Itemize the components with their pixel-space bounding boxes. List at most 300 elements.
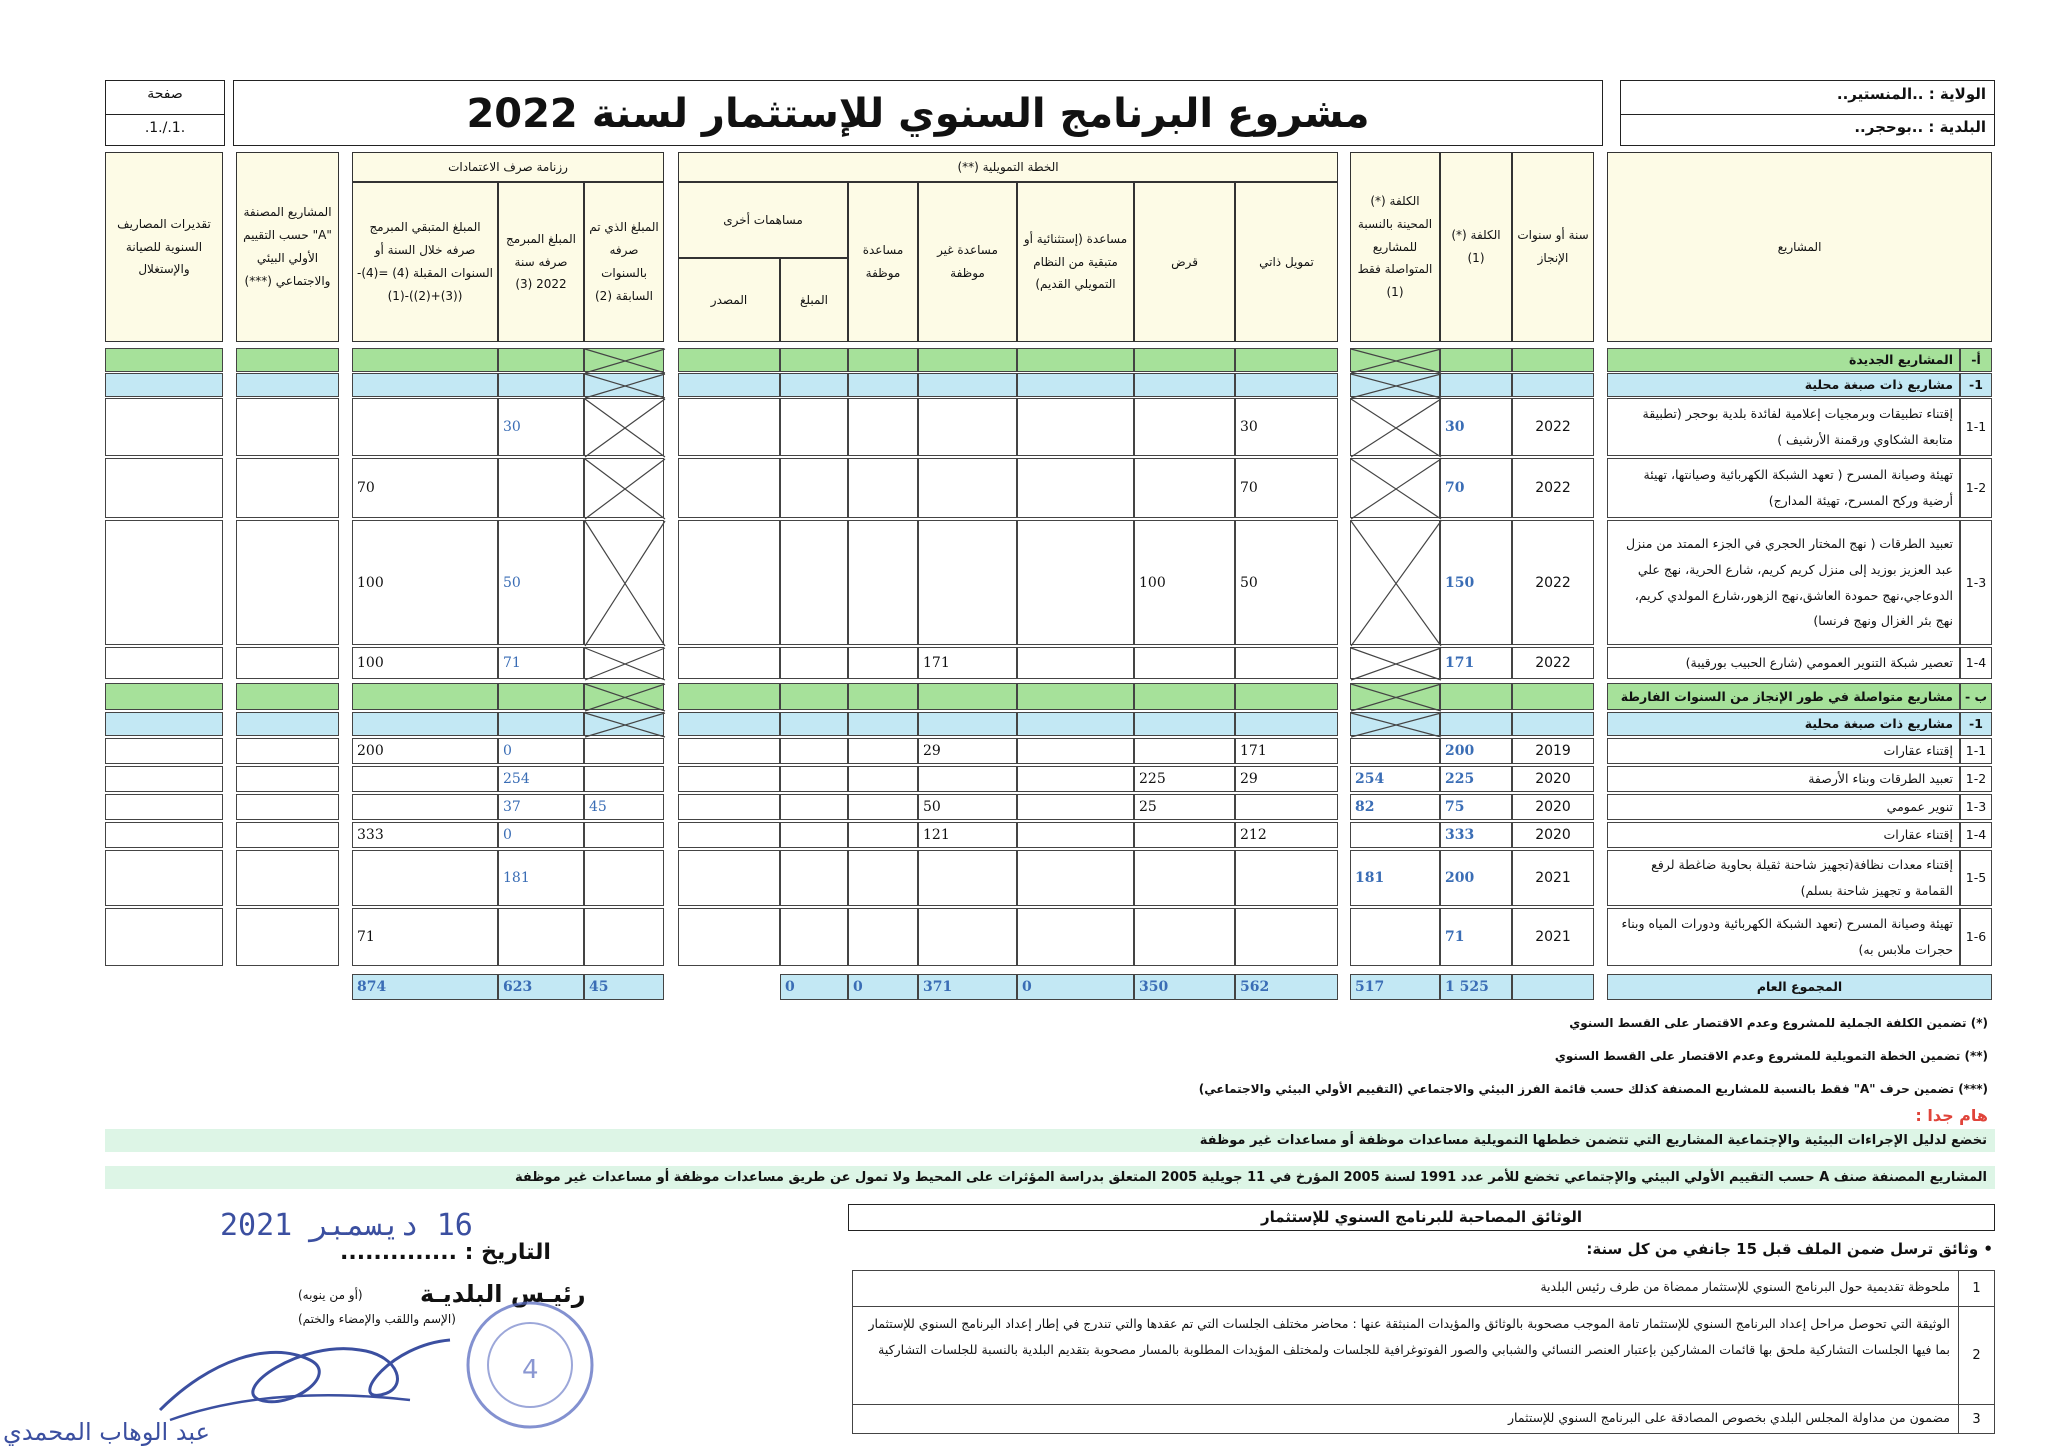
new-row-3-year: 2022 [1512, 520, 1594, 645]
totals-costc: 517 [1350, 974, 1440, 1000]
new-row-2-loan [1134, 458, 1235, 518]
totals-year [1512, 974, 1594, 1000]
new-row-4-unalloc: 171 [918, 647, 1017, 679]
cont-row-3-mnt [105, 794, 223, 820]
section-new-local-cost [1440, 373, 1512, 397]
new-row-4-prev-x [584, 647, 664, 679]
cont-row-5-cls [236, 850, 339, 906]
section-cont-local-rem [352, 712, 498, 736]
new-row-3-exc [1017, 520, 1134, 645]
cont-row-2-planned: 254 [498, 766, 584, 792]
cont-row-1-mnt [105, 738, 223, 764]
cont-row-3-prev: 45 [584, 794, 664, 820]
page-number-box [105, 80, 225, 146]
section-continuing-rem [352, 683, 498, 710]
funding-group-header: الخطة التمويلية (**) [678, 152, 1338, 182]
cont-row-4-code: 1-4 [1960, 822, 1992, 848]
documents-intro: • وثائق ترسل ضمن الملف قبل 15 جانفي من كل سنة: [1586, 1240, 1993, 1258]
new-row-1-self: 30 [1235, 398, 1338, 456]
new-row-4-oamt [780, 647, 848, 679]
cont-row-5-unalloc [918, 850, 1017, 906]
cont-row-4-cost: 333 [1440, 822, 1512, 848]
new-row-2-self: 70 [1235, 458, 1338, 518]
section-new-local-label: مشاريع ذات صبغة محلية [1607, 373, 1960, 397]
new-row-4-self [1235, 647, 1338, 679]
section-continuing-mnt [105, 683, 223, 710]
doc-num-2: 2 [1958, 1307, 1994, 1405]
new-row-2-oamt [780, 458, 848, 518]
cont-row-2-cost: 225 [1440, 766, 1512, 792]
section-new-local-year [1512, 373, 1594, 397]
note-2: (**) تضمين الخطة التمويلية للمشروع وعدم الاقتصار على القسط السنوي [1554, 1049, 1988, 1063]
new-row-2-costc-x [1350, 458, 1440, 518]
section-cont-local-oamt [780, 712, 848, 736]
section-cont-local-code: 1- [1960, 712, 1992, 736]
cont-row-4-loan [1134, 822, 1235, 848]
section-new-projects-label: المشاريع الجديدة [1607, 348, 1960, 372]
cont-row-1-unalloc: 29 [918, 738, 1017, 764]
section-new-local-osrc [678, 373, 780, 397]
col-maintenance-header: تقديرات المصاريف السنوية للصيانة والإستغلال [105, 152, 223, 342]
new-row-3-planned: 50 [498, 520, 584, 645]
wilaya-label: الولاية : ..المنستير.. [1836, 85, 1986, 103]
section-new-projects-alloc [848, 348, 918, 372]
section-new-projects-loan [1134, 348, 1235, 372]
cont-row-1-rem: 200 [352, 738, 498, 764]
section-new-local-alloc [848, 373, 918, 397]
section-cont-local-mnt [105, 712, 223, 736]
cont-row-1-costc [1350, 738, 1440, 764]
cont-row-1-year: 2019 [1512, 738, 1594, 764]
new-row-2-label: تهيئة وصيانة المسرح ( تعهد الشبكة الكهربائية وصيانتها، تهيئة أرضية وركح المسرح، تهيئة المدارج) [1607, 458, 1960, 518]
cont-row-5-exc [1017, 850, 1134, 906]
new-row-1-exc [1017, 398, 1134, 456]
section-new-projects-year [1512, 348, 1594, 372]
col-classified-header: المشاريع المصنفة "A" حسب التقييم الأولي البيئي والاجتماعي (***) [236, 152, 339, 342]
totals-label: المجموع العام [1607, 974, 1992, 1000]
baladiya-label: البلدية : ..بوحجر.. [1854, 118, 1986, 136]
col-spent-prev-header: المبلغ الذي تم صرفه بالسنوات السابقة (2) [584, 182, 664, 342]
section-new-local-unalloc [918, 373, 1017, 397]
doc-text-2: الوثيقة التي تحوصل مراحل إعداد البرنامج السنوي للإستثمار تامة الموجب مصحوبة بالوثائق والمؤيدات المنبثقة عنها : محاضر مختلف الجلسات التي تم عقدها والتي تندرج في إطار إعداد البرنامج السنوي للإستثمار بما فيها الجلسات التشاركية ملحق بها قائمات المشاركين بإعتبار العنصر النسائي والشبابي والصور الفوتوغرافية للجلسات ولمختلف المؤيدات المطلوبة بالمسار مصحوبة بتقديم البلدية بالنسبة للجلسات التشاركية [853, 1307, 1958, 1405]
cont-row-5-cost: 200 [1440, 850, 1512, 906]
new-row-4-rem: 100 [352, 647, 498, 679]
section-continuing-self [1235, 683, 1338, 710]
cont-row-4-label: إقتناء عقارات [1607, 822, 1960, 848]
new-row-2-cls [236, 458, 339, 518]
section-new-projects-planned [498, 348, 584, 372]
new-row-1-osrc [678, 398, 780, 456]
totals-loan: 350 [1134, 974, 1235, 1000]
section-cont-local-cls [236, 712, 339, 736]
doc-text-3: مضمون من مداولة المجلس البلدي بخصوص المصادقة على البرنامج السنوي للإستثمار [1508, 1410, 1950, 1425]
cont-row-5-oamt [780, 850, 848, 906]
cont-row-5-self [1235, 850, 1338, 906]
cont-row-1-osrc [678, 738, 780, 764]
section-cont-local-unalloc [918, 712, 1017, 736]
new-row-3-label: تعبيد الطرقات ( نهج المختار الحجري في الجزء الممتد من منزل عبد العزيز بوزيد إلى منزل كريم كريم، شارع الحرية، نهج علي الدوعاجي،نهج حمودة العاشق،نهج الزهور،شارع المولدي كريم، نهج بئر الغزال ونهج فرنسا) [1607, 520, 1960, 645]
col-other-source-header: المصدر [678, 258, 780, 342]
col-year-header: سنة أو سنوات الإنجاز [1512, 152, 1594, 342]
cont-row-5-planned: 181 [498, 850, 584, 906]
cont-row-2-cls [236, 766, 339, 792]
section-cont-local-costc-x [1350, 712, 1440, 736]
section-continuing-cost [1440, 683, 1512, 710]
cont-row-3-self [1235, 794, 1338, 820]
new-row-2-cost: 70 [1440, 458, 1512, 518]
mayor-title: رئيـس البلديـة [420, 1280, 586, 1308]
doc-num-1: 1 [1958, 1271, 1994, 1307]
col-cost-continuing-header: الكلفة (*) المحينة بالنسبة للمشاريع المتواصلة فقط (1) [1350, 152, 1440, 342]
new-row-1-oamt [780, 398, 848, 456]
cont-row-5-rem [352, 850, 498, 906]
cont-row-4-unalloc: 121 [918, 822, 1017, 848]
section-new-projects-cost [1440, 348, 1512, 372]
col-self-funding-header: تمويل ذاتي [1235, 182, 1338, 342]
col-other-amount-header: المبلغ [780, 258, 848, 342]
cont-row-6-year: 2021 [1512, 908, 1594, 966]
documents-title: الوثائق المصاحبة للبرنامج السنوي للإستثمار [848, 1204, 1995, 1231]
section-cont-local-label: مشاريع ذات صبغة محلية [1607, 712, 1960, 736]
new-row-3-prev-x [584, 520, 664, 645]
col-cost-header: الكلفة (*) (1) [1440, 152, 1512, 342]
section-new-projects-self [1235, 348, 1338, 372]
cont-row-2-rem [352, 766, 498, 792]
section-new-projects-oamt [780, 348, 848, 372]
cont-row-3-oamt [780, 794, 848, 820]
cont-row-2-exc [1017, 766, 1134, 792]
section-continuing-exc [1017, 683, 1134, 710]
cont-row-1-oamt [780, 738, 848, 764]
totals-alloc: 0 [848, 974, 918, 1000]
cont-row-4-alloc [848, 822, 918, 848]
section-continuing-code: ب - [1960, 683, 1992, 710]
section-continuing-unalloc [918, 683, 1017, 710]
section-continuing-planned [498, 683, 584, 710]
cont-row-4-planned: 0 [498, 822, 584, 848]
signature-stamp-image [3, 1300, 610, 1448]
cont-row-6-osrc [678, 908, 780, 966]
cont-row-6-oamt [780, 908, 848, 966]
new-row-3-loan: 100 [1134, 520, 1235, 645]
sign-hint: (الإسم واللقب والإمضاء والختم) [298, 1312, 456, 1326]
col-allocated-header: مساعدة موظفة [848, 182, 918, 342]
section-cont-local-year [1512, 712, 1594, 736]
new-row-3-alloc [848, 520, 918, 645]
cont-row-6-loan [1134, 908, 1235, 966]
new-row-2-rem: 70 [352, 458, 498, 518]
section-new-local-planned [498, 373, 584, 397]
new-row-3-osrc [678, 520, 780, 645]
cont-row-3-code: 1-3 [1960, 794, 1992, 820]
schedule-group-header: رزنامة صرف الاعتمادات [352, 152, 664, 182]
cont-row-6-cls [236, 908, 339, 966]
section-new-local-code: 1- [1960, 373, 1992, 397]
doc-num-3: 3 [1958, 1405, 1994, 1433]
section-continuing-cls [236, 683, 339, 710]
cont-row-5-osrc [678, 850, 780, 906]
totals-exc: 0 [1017, 974, 1134, 1000]
new-row-1-rem [352, 398, 498, 456]
section-new-local-loan [1134, 373, 1235, 397]
cont-row-1-self: 171 [1235, 738, 1338, 764]
new-row-4-planned: 71 [498, 647, 584, 679]
cont-row-6-unalloc [918, 908, 1017, 966]
section-new-projects-exc [1017, 348, 1134, 372]
totals-rem: 874 [352, 974, 498, 1000]
section-new-local-mnt [105, 373, 223, 397]
new-row-2-osrc [678, 458, 780, 518]
new-row-1-unalloc [918, 398, 1017, 456]
new-row-2-unalloc [918, 458, 1017, 518]
cont-row-4-rem: 333 [352, 822, 498, 848]
new-row-4-cost: 171 [1440, 647, 1512, 679]
new-row-3-costc-x [1350, 520, 1440, 645]
cont-row-4-year: 2020 [1512, 822, 1594, 848]
section-cont-local-osrc [678, 712, 780, 736]
new-row-3-oamt [780, 520, 848, 645]
new-row-3-self: 50 [1235, 520, 1338, 645]
page-label: صفحة [147, 86, 183, 102]
cont-row-5-label: إقتناء معدات نظافة(تجهيز شاحنة ثقيلة بحاوية ضاغطة لرفع القمامة و تجهيز شاحنة بسلم) [1607, 850, 1960, 906]
section-cont-local-alloc [848, 712, 918, 736]
cont-row-5-loan [1134, 850, 1235, 906]
date-stamp: 16 ديسمبر 2021 [220, 1208, 473, 1243]
new-row-4-cls [236, 647, 339, 679]
cont-row-5-code: 1-5 [1960, 850, 1992, 906]
doc-text-1: ملحوظة تقديمية حول البرنامج السنوي للإستثمار ممضاة من طرف رئيس البلدية [853, 1271, 1958, 1307]
new-row-1-label: إقتناء تطبيقات وبرمجيات إعلامية لفائدة بلدية بوحجر (تطبيقة متابعة الشكاوي ورقمنة الأرشيف ) [1607, 398, 1960, 456]
new-row-4-exc [1017, 647, 1134, 679]
new-row-1-loan [1134, 398, 1235, 456]
cont-row-1-alloc [848, 738, 918, 764]
new-row-1-year: 2022 [1512, 398, 1594, 456]
section-new-local-rem [352, 373, 498, 397]
section-cont-local-cost [1440, 712, 1512, 736]
cont-row-4-cls [236, 822, 339, 848]
cont-row-5-mnt [105, 850, 223, 906]
cont-row-6-rem: 71 [352, 908, 498, 966]
cont-row-1-label: إقتناء عقارات [1607, 738, 1960, 764]
location-box [1620, 80, 1995, 146]
cont-row-4-oamt [780, 822, 848, 848]
new-row-2-prev-x [584, 458, 664, 518]
new-row-4-osrc [678, 647, 780, 679]
cont-row-2-unalloc [918, 766, 1017, 792]
cont-row-4-costc [1350, 822, 1440, 848]
section-cont-local-self [1235, 712, 1338, 736]
new-row-1-planned: 30 [498, 398, 584, 456]
cont-row-3-cls [236, 794, 339, 820]
section-cont-local-exc [1017, 712, 1134, 736]
new-row-4-code: 1-4 [1960, 647, 1992, 679]
totals-planned: 623 [498, 974, 584, 1000]
note-3: (***) تضمين حرف "A" فقط بالنسبة للمشاريع المصنفة كذلك حسب قائمة الفرز البيئي والاجتماعي (التقييم الأولي البيئي والاجتماعي) [1198, 1082, 1988, 1096]
cont-row-6-cost: 71 [1440, 908, 1512, 966]
page-number: .1./.1. [144, 120, 186, 136]
totals-cost: 1 525 [1440, 974, 1512, 1000]
new-row-4-year: 2022 [1512, 647, 1594, 679]
documents-table [852, 1270, 1995, 1434]
section-new-projects-rem [352, 348, 498, 372]
svg-text:4: 4 [522, 1355, 539, 1385]
cont-row-2-osrc [678, 766, 780, 792]
cont-row-3-year: 2020 [1512, 794, 1594, 820]
cont-row-4-prev [584, 822, 664, 848]
cont-row-1-planned: 0 [498, 738, 584, 764]
cont-row-1-exc [1017, 738, 1134, 764]
section-new-local-self [1235, 373, 1338, 397]
cont-row-1-loan [1134, 738, 1235, 764]
cont-row-3-exc [1017, 794, 1134, 820]
other-group-header: مساهمات أخرى [678, 182, 848, 258]
cont-row-3-planned: 37 [498, 794, 584, 820]
new-row-3-cls [236, 520, 339, 645]
section-cont-local-loan [1134, 712, 1235, 736]
section-continuing-loan [1134, 683, 1235, 710]
new-row-1-cost: 30 [1440, 398, 1512, 456]
new-row-1-alloc [848, 398, 918, 456]
section-new-projects-prev-x [584, 348, 664, 372]
section-cont-local-prev-x [584, 712, 664, 736]
col-exceptional-header: مساعدة (إستثنائية أو متبقية من النظام التمويلي القديم) [1017, 182, 1134, 342]
cont-row-4-osrc [678, 822, 780, 848]
cont-row-6-prev [584, 908, 664, 966]
cont-row-2-mnt [105, 766, 223, 792]
important-label: هام جدا : [1915, 1106, 1988, 1125]
section-new-local-exc [1017, 373, 1134, 397]
cont-row-3-unalloc: 50 [918, 794, 1017, 820]
new-row-3-code: 1-3 [1960, 520, 1992, 645]
cont-row-3-rem [352, 794, 498, 820]
cont-row-2-oamt [780, 766, 848, 792]
important-band-2: المشاريع المصنفة صنف A حسب التقييم الأولي البيئي والإجتماعي تخضع للأمر عدد 1991 لسنة 2005 المؤرخ في 11 جويلية 2005 المتعلق بدراسة المؤثرات على المحيط ولا تمول عن طريق مساعدات موظفة أو مساعدات غير موظفة [105, 1166, 1995, 1189]
col-projects-header: المشاريع [1607, 152, 1992, 342]
cont-row-5-alloc [848, 850, 918, 906]
new-row-4-alloc [848, 647, 918, 679]
cont-row-2-loan: 225 [1134, 766, 1235, 792]
cont-row-6-costc [1350, 908, 1440, 966]
totals-oamt: 0 [780, 974, 848, 1000]
cont-row-6-code: 1-6 [1960, 908, 1992, 966]
cont-row-4-mnt [105, 822, 223, 848]
date-label: التاريخ : .............. [340, 1240, 551, 1265]
section-new-local-costc-x [1350, 373, 1440, 397]
section-new-local-oamt [780, 373, 848, 397]
section-new-local-cls [236, 373, 339, 397]
mayor-sub: (أو من ينوبه) [298, 1288, 363, 1302]
section-continuing-costc-x [1350, 683, 1440, 710]
cont-row-2-label: تعبيد الطرقات وبناء الأرصفة [1607, 766, 1960, 792]
section-continuing-label: مشاريع متواصلة في طور الإنجاز من السنوات الفارطة [1607, 683, 1960, 710]
new-row-2-exc [1017, 458, 1134, 518]
cont-row-2-self: 29 [1235, 766, 1338, 792]
note-1: (*) تضمين الكلفة الجملية للمشروع وعدم الاقتصار على القسط السنوي [1569, 1016, 1988, 1030]
cont-row-5-year: 2021 [1512, 850, 1594, 906]
important-band-1: تخضع لدليل الإجراءات البيئية والإجتماعية المشاريع التي تتضمن خططها التمويلية مساعدات موظفة أو مساعدات غير موظفة [105, 1129, 1995, 1152]
cont-row-2-costc: 254 [1350, 766, 1440, 792]
col-unallocated-header: مساعدة غير موظفة [918, 182, 1017, 342]
cont-row-2-year: 2020 [1512, 766, 1594, 792]
section-new-projects-unalloc [918, 348, 1017, 372]
col-planned-2022-header: المبلغ المبرمج صرفه سنة 2022 (3) [498, 182, 584, 342]
new-row-4-mnt [105, 647, 223, 679]
section-continuing-prev-x [584, 683, 664, 710]
cont-row-1-prev [584, 738, 664, 764]
new-row-1-mnt [105, 398, 223, 456]
new-row-1-costc-x [1350, 398, 1440, 456]
cont-row-6-self [1235, 908, 1338, 966]
section-new-projects-cls [236, 348, 339, 372]
col-remaining-header: المبلغ المتبقي المبرمج صرفه خلال السنة أو السنوات المقبلة (4) =(4)-((3)+(2))-(1) [352, 182, 498, 342]
new-row-4-costc-x [1350, 647, 1440, 679]
new-row-2-year: 2022 [1512, 458, 1594, 518]
new-row-3-cost: 150 [1440, 520, 1512, 645]
new-row-4-loan [1134, 647, 1235, 679]
cont-row-3-loan: 25 [1134, 794, 1235, 820]
new-row-4-label: تعصير شبكة التنوير العمومي (شارع الحبيب بورقيبة) [1607, 647, 1960, 679]
new-row-2-planned [498, 458, 584, 518]
cont-row-5-prev [584, 850, 664, 906]
cont-row-1-cls [236, 738, 339, 764]
new-row-3-mnt [105, 520, 223, 645]
section-new-projects-code: أ- [1960, 348, 1992, 372]
section-continuing-year [1512, 683, 1594, 710]
section-continuing-alloc [848, 683, 918, 710]
new-row-3-rem: 100 [352, 520, 498, 645]
cont-row-6-planned [498, 908, 584, 966]
cont-row-6-exc [1017, 908, 1134, 966]
totals-prev: 45 [584, 974, 664, 1000]
cont-row-2-code: 1-2 [1960, 766, 1992, 792]
cont-row-1-cost: 200 [1440, 738, 1512, 764]
cont-row-3-costc: 82 [1350, 794, 1440, 820]
new-row-1-code: 1-1 [1960, 398, 1992, 456]
cont-row-3-osrc [678, 794, 780, 820]
cont-row-5-costc: 181 [1350, 850, 1440, 906]
cont-row-6-mnt [105, 908, 223, 966]
cont-row-2-prev [584, 766, 664, 792]
section-continuing-oamt [780, 683, 848, 710]
page-title: مشروع البرنامج السنوي للإستثمار لسنة 2022 [233, 80, 1603, 146]
section-cont-local-planned [498, 712, 584, 736]
new-row-1-prev-x [584, 398, 664, 456]
new-row-1-cls [236, 398, 339, 456]
new-row-2-alloc [848, 458, 918, 518]
new-row-2-code: 1-2 [1960, 458, 1992, 518]
cont-row-6-alloc [848, 908, 918, 966]
totals-unalloc: 371 [918, 974, 1017, 1000]
cont-row-2-alloc [848, 766, 918, 792]
section-new-projects-osrc [678, 348, 780, 372]
col-loan-header: قرض [1134, 182, 1235, 342]
cont-row-3-label: تنوير عمومي [1607, 794, 1960, 820]
cont-row-4-self: 212 [1235, 822, 1338, 848]
new-row-2-mnt [105, 458, 223, 518]
section-new-projects-mnt [105, 348, 223, 372]
section-continuing-osrc [678, 683, 780, 710]
section-new-local-prev-x [584, 373, 664, 397]
section-new-projects-costc-x [1350, 348, 1440, 372]
totals-self: 562 [1235, 974, 1338, 1000]
cont-row-3-alloc [848, 794, 918, 820]
cont-row-4-exc [1017, 822, 1134, 848]
cont-row-3-cost: 75 [1440, 794, 1512, 820]
handwritten-name: عبد الوهاب المحمدي [3, 1418, 210, 1446]
new-row-3-unalloc [918, 520, 1017, 645]
cont-row-1-code: 1-1 [1960, 738, 1992, 764]
cont-row-6-label: تهيئة وصيانة المسرح (تعهد الشبكة الكهربائية ودورات المياه وبناء حجرات ملابس به) [1607, 908, 1960, 966]
